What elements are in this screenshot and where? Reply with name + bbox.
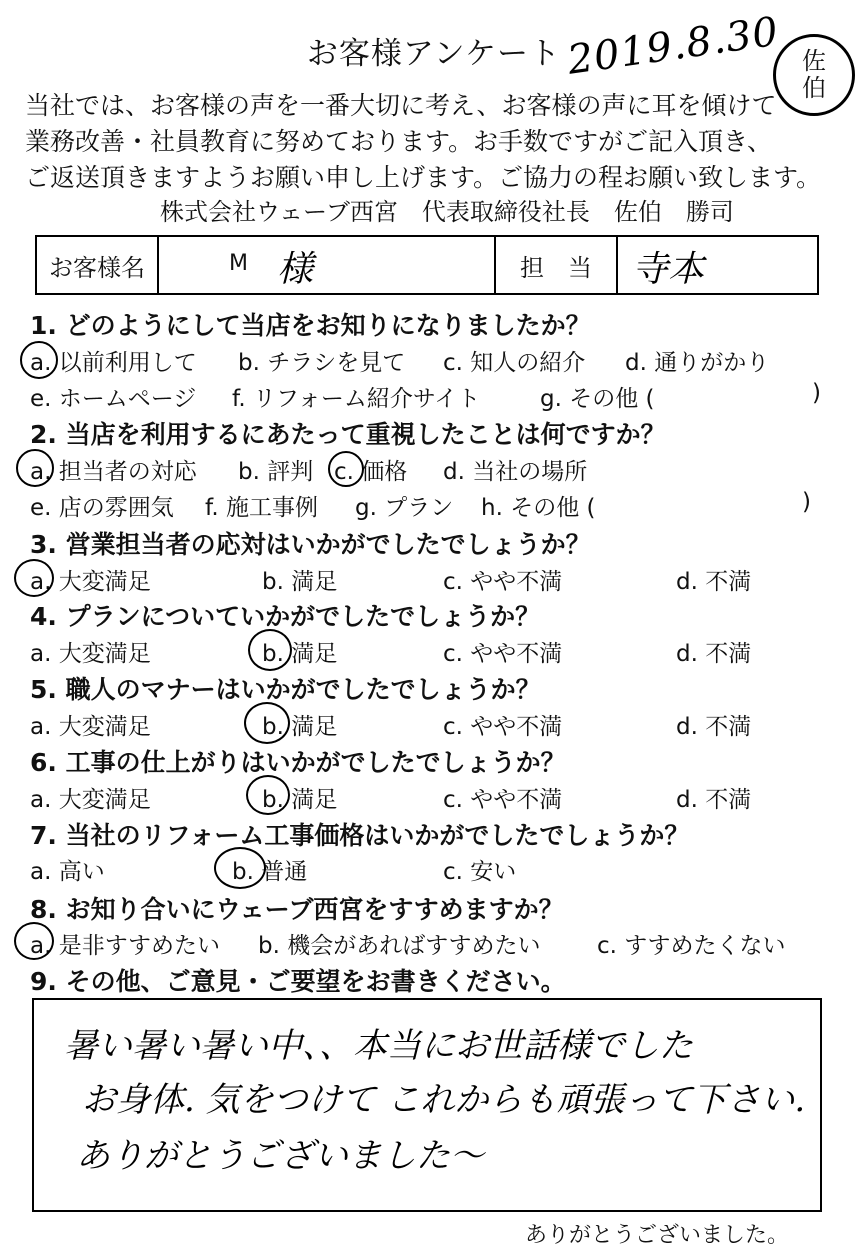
comment-line-1: 暑い暑い暑い中、、本当にお世話様でした [64, 1026, 693, 1066]
q3-option-c[interactable]: c. やや不満 [443, 569, 563, 595]
q4-answer-circle [248, 629, 292, 671]
question-2: 2. 当店を利用するにあたって重視したことは何ですか？ [30, 420, 666, 449]
q1-option-a[interactable]: a. 以前利用して [30, 350, 197, 376]
q6-option-c[interactable]: c. やや不満 [443, 787, 563, 813]
q1-option-g[interactable]: g. その他 ( [540, 386, 655, 412]
staff-name: 寺本 [632, 249, 705, 290]
question-1: 1. どのようにして当店をお知りになりましたか？ [30, 311, 591, 340]
q3-option-d[interactable]: d. 不満 [676, 569, 752, 595]
q5-answer-circle [244, 702, 290, 744]
q6-option-b[interactable]: b. 満足 [262, 787, 338, 813]
q2-option-c[interactable]: c. 価格 [334, 459, 408, 485]
customer-name-field[interactable] [159, 237, 496, 293]
q2-answer-circle-c [328, 451, 364, 487]
q5-option-a[interactable]: a. 大変満足 [30, 714, 151, 740]
question-5: 5. 職人のマナーはいかがでしたでしょうか？ [30, 675, 541, 704]
q3-answer-circle [14, 559, 54, 597]
q6-answer-circle [246, 775, 290, 815]
customer-initial: M [229, 251, 248, 276]
q8-option-c[interactable]: c. すすめたくない [597, 933, 786, 959]
q4-option-d[interactable]: d. 不満 [676, 641, 752, 667]
q7-option-b[interactable]: b. 普通 [232, 859, 308, 885]
q8-option-a[interactable]: a. 是非すすめたい [30, 933, 220, 959]
question-3: 3. 営業担当者の応対はいかがでしたでしょうか？ [30, 530, 591, 559]
comment-line-3: ありがとうございました〜 [76, 1136, 484, 1176]
q7-option-c[interactable]: c. 安い [443, 859, 517, 885]
q3-option-b[interactable]: b. 満足 [262, 569, 338, 595]
q3-option-a[interactable]: a. 大変満足 [30, 569, 151, 595]
handwritten-date: 2019.8.30 [564, 8, 782, 84]
intro-line-1: 当社では、お客様の声を一番大切に考え、お客様の声に耳を傾けて [25, 91, 777, 120]
question-9: 9. その他、ご意見・ご要望をお書きください。 [30, 967, 566, 996]
q5-option-b[interactable]: b. 満足 [262, 714, 338, 740]
comment-box[interactable] [32, 998, 822, 1212]
q2-option-e[interactable]: e. 店の雰囲気 [30, 495, 174, 521]
stamp-char-1: 佐 [802, 47, 826, 75]
q1-option-d[interactable]: d. 通りがかり [625, 350, 770, 376]
q4-option-c[interactable]: c. やや不満 [443, 641, 563, 667]
q2-answer-circle-a [16, 449, 54, 487]
stamp-char-2: 伯 [802, 74, 826, 102]
q5-option-d[interactable]: d. 不満 [676, 714, 752, 740]
staff-name-field[interactable] [618, 237, 817, 293]
comment-line-2: お身体. 気をつけて これからも頑張って下さい. [82, 1080, 806, 1120]
q6-option-d[interactable]: d. 不満 [676, 787, 752, 813]
q1-answer-circle [20, 341, 58, 379]
name-seal-stamp [773, 34, 855, 116]
closing-thanks: ありがとうございました。 [525, 1223, 790, 1248]
question-4: 4. プランについていかがでしたでしょうか？ [30, 602, 541, 631]
question-6: 6. 工事の仕上がりはいかがでしたでしょうか？ [30, 748, 566, 777]
q1-option-e[interactable]: e. ホームページ [30, 386, 197, 412]
q4-option-b[interactable]: b. 満足 [262, 641, 338, 667]
q1-option-b[interactable]: b. チラシを見て [238, 350, 406, 376]
q7-option-a[interactable]: a. 高い [30, 859, 105, 885]
q1-other-close: ) [812, 380, 821, 406]
question-7: 7. 当社のリフォーム工事価格はいかがでしたでしょうか？ [30, 821, 690, 850]
q6-option-a[interactable]: a. 大変満足 [30, 787, 151, 813]
q1-option-f[interactable]: f. リフォーム紹介サイト [232, 386, 481, 412]
q8-answer-circle [14, 922, 54, 960]
q2-other-close: ) [802, 489, 811, 515]
company-signature: 株式会社ウェーブ西宮 代表取締役社長 佐伯 勝司 [160, 198, 734, 226]
q2-option-a[interactable]: a. 担当者の対応 [30, 459, 197, 485]
intro-line-2: 業務改善・社員教育に努めております。お手数ですがご記入頂き、 [25, 127, 773, 156]
staff-label: 担 当 [496, 237, 618, 293]
q1-option-c[interactable]: c. 知人の紹介 [443, 350, 586, 376]
q2-option-f[interactable]: f. 施工事例 [205, 495, 319, 521]
customer-name-label: お客様名 [37, 237, 159, 293]
q2-option-b[interactable]: b. 評判 [238, 459, 314, 485]
customer-info-box [35, 235, 819, 295]
q8-option-b[interactable]: b. 機会があればすすめたい [258, 933, 541, 959]
q2-option-g[interactable]: g. プラン [355, 495, 454, 521]
intro-line-3: ご返送頂きますようお願い申し上げます。ご協力の程お願い致します。 [25, 163, 822, 192]
question-8: 8. お知り合いにウェーブ西宮をすすめますか？ [30, 895, 564, 924]
customer-honorific: 様 [277, 249, 314, 290]
q4-option-a[interactable]: a. 大変満足 [30, 641, 151, 667]
q7-answer-circle [214, 847, 266, 889]
page-title: お客様アンケート [306, 36, 562, 72]
q2-option-d[interactable]: d. 当社の場所 [443, 459, 588, 485]
q5-option-c[interactable]: c. やや不満 [443, 714, 563, 740]
q2-option-h[interactable]: h. その他 ( [481, 495, 596, 521]
